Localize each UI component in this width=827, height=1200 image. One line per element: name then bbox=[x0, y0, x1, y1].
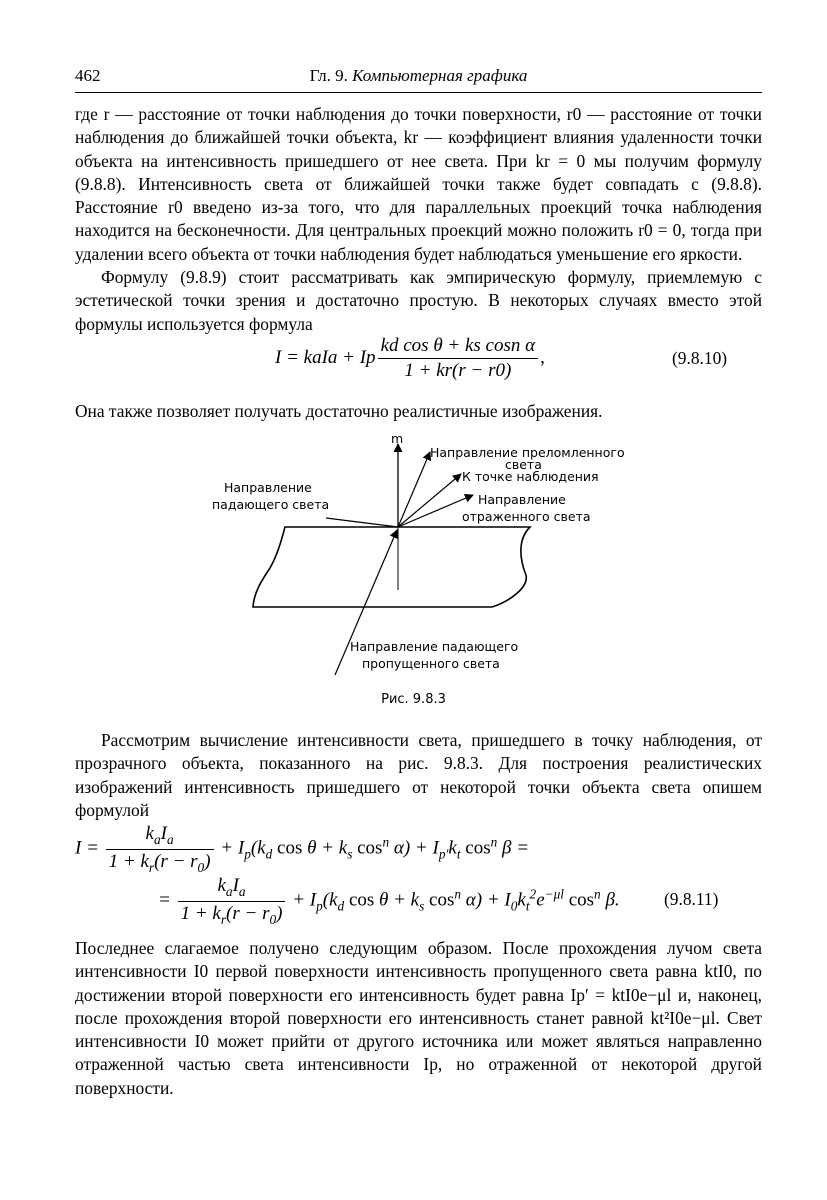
equation-fraction bbox=[378, 335, 539, 382]
equation-number-9-8-10: (9.8.10) bbox=[672, 348, 728, 368]
page-number: 462 bbox=[75, 66, 101, 85]
paragraph-2: Формулу (9.8.9) стоит рассматривать как эмпирическую формулу, приемлемую с эстетической точки зрения и достаточно простую. В некоторых случаях вместо этой формулы используется формула bbox=[75, 267, 762, 334]
label-m: m bbox=[391, 431, 404, 446]
object-outline bbox=[253, 527, 530, 607]
running-header bbox=[75, 66, 762, 90]
equation-lhs: I = kaIa + Ip bbox=[275, 346, 376, 368]
figure-caption: Рис. 9.8.3 bbox=[381, 692, 446, 707]
label-transmitted-2: пропущенного света bbox=[362, 656, 500, 671]
equation-9-8-10: I = kaIa + Ip $\frac{\text{kd cos θ + ks cosn α}}{1 + kr(r - r0)}$ , bbox=[275, 335, 545, 381]
chapter-number: Гл. 9. bbox=[309, 66, 348, 85]
equation-numerator: kd cos θ + ks cosn α bbox=[378, 335, 539, 359]
label-transmitted: Направление падающего bbox=[350, 639, 519, 654]
equation-number-9-8-11: (9.8.11) bbox=[664, 889, 719, 909]
header-rule bbox=[75, 92, 762, 93]
label-reflected: Направление bbox=[478, 492, 566, 507]
figure-9-8-3 bbox=[190, 430, 630, 690]
chapter-heading bbox=[75, 66, 762, 86]
label-refracted-2: света bbox=[505, 457, 542, 472]
paragraph-1: где r — расстояние от точки наблюдения до точки поверхности, r0 — расстояние от точки наблюдения до ближайшей точки объекта, kr — коэффициент влияния удаленности точки объекта на интенсивность пришедшего от нее света. При kr = 0 мы получим формулу (9.8.8). Интенсивность света от ближайшей точки также будет совпадать с (9.8.8). Расстояние r0 введено из-за того, что для параллельных проекций точка наблюдения находится на бесконечности. Для центральных проекций можно положить r0 = 0, тогда при удалении всего объекта от точки наблюдения будет наблюдаться уменьшение его яркости. bbox=[75, 104, 762, 264]
equation-denominator: 1 + kr(r − r0) bbox=[404, 360, 512, 381]
label-refracted: Направление преломленного bbox=[430, 445, 625, 460]
label-reflected-2: отраженного света bbox=[462, 509, 591, 524]
paragraph-5: Последнее слагаемое получено следующим образом. После прохождения лучом света интенсивности I0 первой поверхности интенсивность пропущенного света равна ktI0, по достижении второй поверхности его интенсивность будет равна Ip′ = ktI0e−μl и, наконец, после прохождения второй поверхности его интенсивность станет равной kt²I0e−μl. Свет интенсивности I0 может прийти от другого источника или может являться направленно отраженной частью света интенсивности Ip, но отраженной от некоторой другой поверхности. bbox=[75, 938, 762, 1098]
label-incident: Направление bbox=[224, 480, 312, 495]
paragraph-4: Рассмотрим вычисление интенсивности света, пришедшего в точку наблюдения, от прозрачного объекта, показанного на рис. 9.8.3. Для построения реалистических изображений интенсивность пришедшего от некоторой точки объекта света опишем формулой bbox=[75, 730, 762, 820]
observer-ray bbox=[398, 474, 461, 527]
equation-9-8-11-line-1: I = $\frac{k_aI_a}{1 + k_r(r - r_0)}$ + $I_p(k_d$ $\cos \theta + k_s$ $\cos^n \alpha) + I_{p'}k_t$ $\cos^n \beta$ = bbox=[75, 823, 530, 875]
chapter-title: Компьютерная графика bbox=[352, 66, 528, 85]
label-observer: К точке наблюдения bbox=[462, 469, 599, 484]
incident-ray bbox=[326, 518, 398, 527]
equation-9-8-11-line-2: = $\frac{k_aI_a}{1 + k_r(r - r_0)}$ + $I_p(k_d$ $\cos \theta + k_s$ $\cos^n \alpha) + I_0k_t^2e^{-\mu l}$ $\cos^n \beta$. bbox=[158, 875, 620, 927]
label-incident-2: падающего света bbox=[212, 497, 330, 512]
paragraph-3: Она также позволяет получать достаточно реалистичные изображения. bbox=[75, 401, 603, 421]
